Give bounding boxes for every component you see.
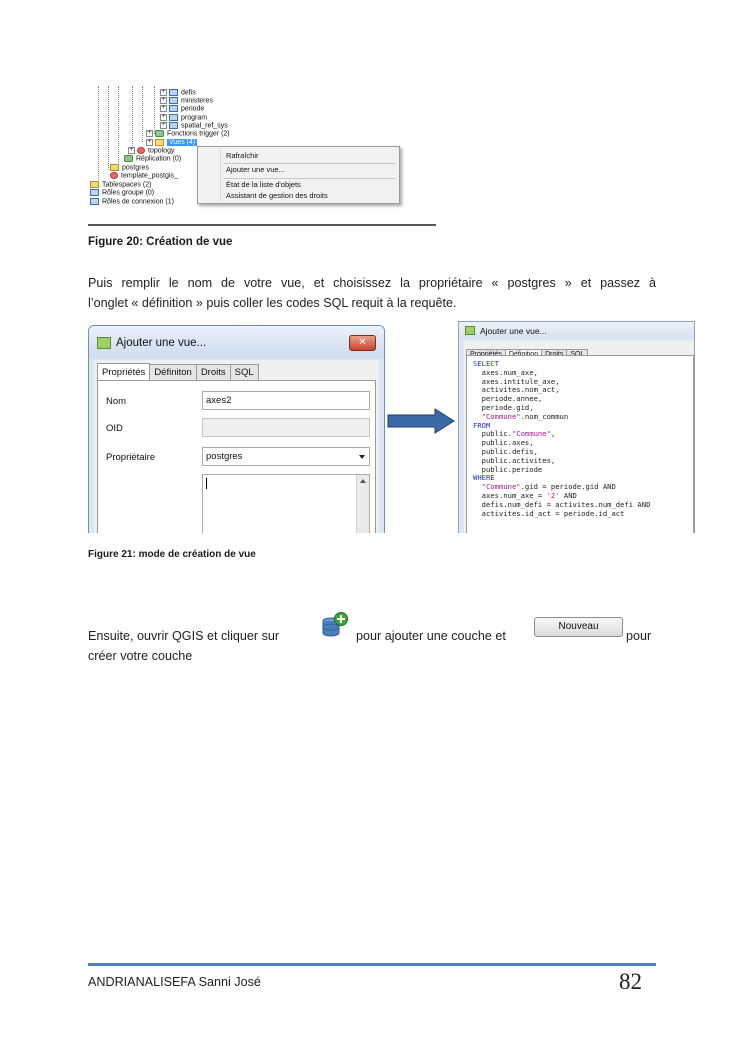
- sql-token: ,: [550, 429, 556, 439]
- sql-token: "Commune": [481, 482, 521, 492]
- menu-separator: [224, 178, 396, 179]
- sql-token: SELECT: [473, 359, 499, 368]
- database-icon: [110, 164, 119, 171]
- sql-token: periode.annee,: [473, 394, 543, 404]
- tree-item-database-template[interactable]: template_postgis_: [110, 172, 178, 181]
- expand-icon[interactable]: +: [147, 130, 152, 136]
- paragraph-fragment: pour ajouter une couche et: [356, 629, 506, 643]
- expand-icon[interactable]: +: [161, 97, 166, 103]
- tree-guide: [108, 86, 109, 170]
- owner-select-value: postgres: [206, 451, 243, 462]
- sql-token: [473, 482, 482, 491]
- expand-icon[interactable]: +: [147, 139, 152, 145]
- tree-item-group-roles[interactable]: Rôles groupe (0): [90, 189, 154, 198]
- table-icon: [169, 97, 178, 104]
- oid-label: OID: [106, 423, 123, 434]
- sql-token: activites.id_act = periode.id_act: [473, 508, 625, 518]
- dialog-panel: [94, 360, 379, 533]
- dialog-titlebar[interactable]: [459, 322, 694, 339]
- sql-token: public.axes,: [473, 438, 534, 448]
- sql-line: [473, 466, 693, 475]
- group-roles-icon: [90, 189, 99, 196]
- name-input[interactable]: axes2: [202, 391, 370, 410]
- owner-select[interactable]: [202, 447, 370, 466]
- trigger-function-icon: [155, 130, 164, 137]
- menu-separator: [224, 163, 396, 164]
- table-icon: [169, 122, 178, 129]
- sql-token: public.periode: [473, 464, 543, 474]
- context-menu: [197, 146, 400, 204]
- tab-sql[interactable]: SQL: [230, 364, 259, 380]
- figure-20-caption: Figure 20: Création de vue: [88, 236, 233, 248]
- add-view-dialog-properties: [88, 325, 385, 533]
- tree-item-table[interactable]: + spatial_ref_sys: [161, 122, 228, 130]
- tree-item-table[interactable]: + periode: [161, 105, 205, 113]
- add-view-dialog-definition: [458, 321, 695, 533]
- expand-icon[interactable]: +: [161, 105, 166, 111]
- expand-icon[interactable]: +: [161, 89, 166, 95]
- figure-20-screenshot: [88, 84, 436, 226]
- schema-icon: [137, 147, 145, 154]
- sql-token: AND: [559, 490, 577, 500]
- sql-token: FROM: [473, 420, 491, 430]
- chevron-down-icon: [359, 455, 365, 459]
- sql-definition-editor[interactable]: [466, 355, 694, 533]
- owner-label: Propriétaire: [106, 452, 156, 463]
- add-postgis-layer-icon: [319, 612, 349, 640]
- paragraph-line: créer votre couche: [88, 649, 193, 663]
- sql-token: axes.num_axe,: [473, 367, 538, 377]
- tab-bar: [97, 362, 258, 380]
- database-disconnected-icon: [110, 172, 118, 179]
- tree-item-table[interactable]: + ministeres: [161, 97, 213, 105]
- login-roles-icon: [90, 198, 99, 205]
- expand-icon[interactable]: +: [161, 122, 166, 128]
- paragraph-line: l’onglet « définition » puis coller les codes SQL requit à la requête.: [88, 296, 457, 310]
- expand-icon[interactable]: +: [129, 147, 134, 153]
- sql-token: public.defis,: [473, 446, 538, 456]
- sql-token: activites.nom_act,: [473, 385, 560, 395]
- dialog-title: Ajouter une vue...: [480, 326, 547, 336]
- replication-icon: [124, 155, 133, 162]
- figure-21-caption: Figure 21: mode de création de vue: [88, 549, 256, 560]
- sql-token: .gid = periode.gid AND: [520, 482, 616, 492]
- close-button[interactable]: ✕: [349, 335, 376, 351]
- figure-bottom-border: [88, 224, 436, 226]
- tree-guide: [98, 86, 99, 186]
- sql-token: axes.intitule_axe,: [473, 376, 560, 386]
- dialog-titlebar[interactable]: [89, 326, 384, 358]
- properties-tab-body: [97, 380, 376, 533]
- tree-guide: [154, 86, 155, 134]
- scroll-up-icon[interactable]: [360, 479, 366, 483]
- tree-item-trigger-functions[interactable]: + Fonctions trigger (2): [147, 130, 230, 138]
- menu-item-rights-wizard[interactable]: Assistant de gestion des droits: [226, 191, 328, 200]
- dialog-title: Ajouter une vue...: [116, 337, 207, 349]
- table-icon: [169, 105, 178, 112]
- tab-properties[interactable]: Propriétés: [97, 363, 150, 382]
- tree-item-tablespaces[interactable]: Tablespaces (2): [90, 181, 151, 190]
- sql-token: WHERE: [473, 473, 495, 483]
- comment-textarea[interactable]: [202, 474, 370, 533]
- tree-item-views[interactable]: + Vues (4): [147, 139, 196, 147]
- sql-token: '2': [546, 490, 560, 500]
- menu-item-object-list-state[interactable]: État de la liste d'objets: [226, 180, 301, 189]
- tab-rights[interactable]: Droits: [196, 364, 231, 380]
- sql-token: periode.gid,: [473, 402, 534, 412]
- text-caret: [206, 478, 207, 489]
- sql-token: public.: [473, 429, 512, 439]
- table-icon: [169, 114, 178, 121]
- tree-item-database-postgres[interactable]: postgres: [110, 164, 149, 173]
- view-icon: [97, 337, 111, 349]
- tablespace-icon: [90, 181, 99, 188]
- sql-token: defis.num_defi = activites.num_defi AND: [473, 499, 651, 509]
- tree-item-table[interactable]: + defis: [161, 89, 196, 97]
- sql-token: .nom_commun: [520, 411, 569, 421]
- menu-item-refresh[interactable]: Rafraîchir: [226, 151, 259, 160]
- table-icon: [169, 89, 178, 96]
- dialog-panel: [464, 341, 694, 533]
- tree-guide: [142, 86, 143, 142]
- page-number: 82: [619, 969, 642, 994]
- tree-item-login-roles[interactable]: Rôles de connexion (1): [90, 198, 174, 207]
- right-arrow-icon: [387, 408, 455, 434]
- tree-guide: [132, 86, 133, 148]
- tab-bar: [466, 343, 587, 355]
- view-icon: [465, 326, 475, 335]
- vertical-scrollbar[interactable]: [356, 475, 369, 533]
- sql-token: axes.num_axe =: [473, 490, 547, 500]
- sql-token: [473, 412, 482, 421]
- footer-author: ANDRIANALISEFA Sanni José: [88, 975, 261, 989]
- name-label: Nom: [106, 396, 127, 407]
- oid-input: [202, 418, 370, 437]
- footer-rule: [88, 963, 656, 966]
- paragraph-fragment: Ensuite, ouvrir QGIS et cliquer sur: [88, 629, 280, 643]
- sql-token: "Commune": [511, 429, 551, 439]
- paragraph-line: Puis remplir le nom de votre vue, et choisissez la propriétaire « postgres » et passez à: [88, 276, 656, 290]
- expand-icon[interactable]: +: [161, 114, 166, 120]
- sql-line: [473, 510, 693, 519]
- view-icon: [155, 139, 164, 146]
- tree-item-topology[interactable]: + topology: [129, 147, 175, 155]
- menu-gutter: [220, 149, 221, 201]
- tree-item-replication[interactable]: Réplication (0): [124, 155, 181, 164]
- tree-guide: [118, 86, 119, 162]
- nouveau-button: Nouveau: [534, 617, 623, 637]
- paragraph-fragment: pour: [626, 629, 652, 643]
- sql-line: [473, 413, 693, 422]
- tree-item-table[interactable]: + program: [161, 114, 208, 122]
- sql-token: "Commune": [481, 411, 521, 421]
- tab-definition[interactable]: Définiton: [149, 364, 197, 380]
- menu-item-add-view[interactable]: Ajouter une vue...: [226, 165, 285, 174]
- sql-token: public.activites,: [473, 455, 556, 465]
